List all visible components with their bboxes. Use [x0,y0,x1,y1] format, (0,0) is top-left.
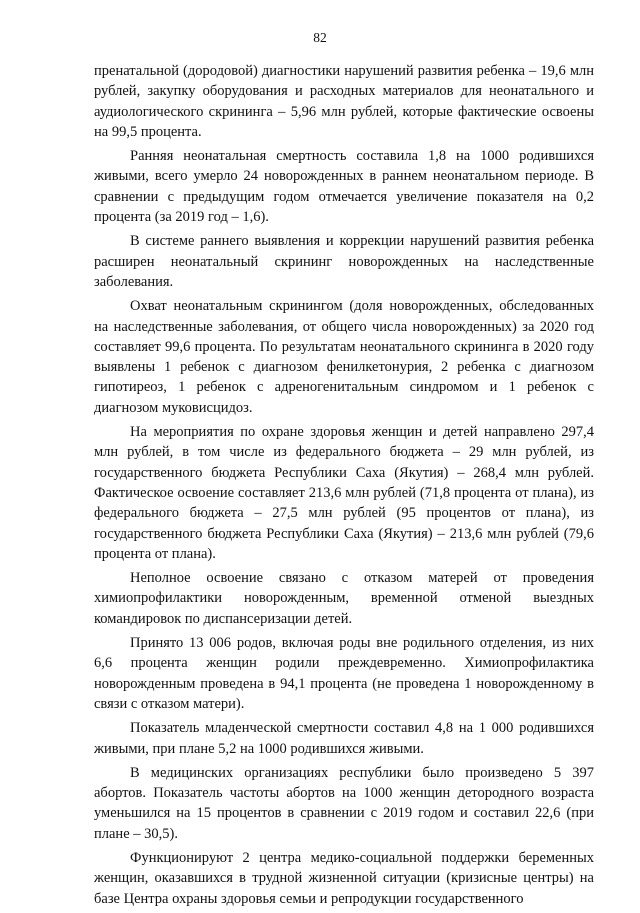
page-number: 82 [313,30,327,45]
paragraph: На мероприятия по охране здоровья женщин и детей направлено 297,4 млн рублей, в том числе из федерального бюджета – 29 млн рублей, из государственного бюджета Республики Саха (Якутия) – 268,4 млн рублей. Фактическое освоение составляет 213,6 млн рублей (71,8 процента от плана), из федерального бюджета – 27,5 млн рублей (95 процентов от плана), из государственного бюджета Республики Саха (Якутия) – 213,6 млн рублей (79,6 процента от плана). [94,424,594,562]
paragraph: Охват неонатальным скринингом (доля новорожденных, обследованных на наследственные заболевания, от общего числа новорожденных) за 2020 год составляет 99,6 процента. По результатам неонатального скрининга в 2020 году выявлены 1 ребенок с диагнозом фенилкетонурия, 2 ребенка с диагнозом гипотиреоз, 1 ребенок с адреногенитальным синдромом и 1 ребенок с диагнозом муковисцидоз. [94,298,594,416]
paragraph: Ранняя неонатальная смертность составила 1,8 на 1000 родившихся живыми, всего умерло 24 новорожденных в раннем неонатальном периоде. В сравнении с предыдущим годом отмечается увеличение показателя на 0,2 процента (за 2019 год – 1,6). [94,148,594,226]
paragraph: Показатель младенческой смертности составил 4,8 на 1 000 родившихся живыми, при плане 5,2 на 1000 родившихся живыми. [94,720,594,757]
paragraph: пренатальной (дородовой) диагностики нарушений развития ребенка – 19,6 млн рублей, закупку оборудования и расходных материалов для неонатального и аудиологического скрининга – 5,96 млн рублей, которые фактические освоены на 99,5 процента. [94,63,594,140]
paragraph: В системе раннего выявления и коррекции нарушений развития ребенка расширен неонатальный скрининг новорожденных на наследственные заболевания. [94,233,594,290]
paragraph: В медицинских организациях республики было произведено 5 397 абортов. Показатель частоты абортов на 1000 женщин детородного возраста уменьшился на 15 процентов в сравнении с 2019 годом и составил 22,6 (при плане – 30,5). [94,764,594,842]
paragraph: Неполное освоение связано с отказом матерей от проведения химиопрофилактики новорожденным, временной отменой выездных командировок по диспансеризации детей. [94,570,594,627]
paragraph: Принято 13 006 родов, включая роды вне родильного отделения, из них 6,6 процента женщин родили преждевременно. Химиопрофилактика новорожденным проведена в 94,1 процента (не проведена 1 новорожденному в связи с отказом матери). [94,635,594,712]
page-body [94,61,594,913]
paragraph: Функционируют 2 центра медико-социальной поддержки беременных женщин, оказавшихся в трудной жизненной ситуации (кризисные центры) на базе Центра охраны здоровья семьи и репродукции государственного [94,849,594,907]
